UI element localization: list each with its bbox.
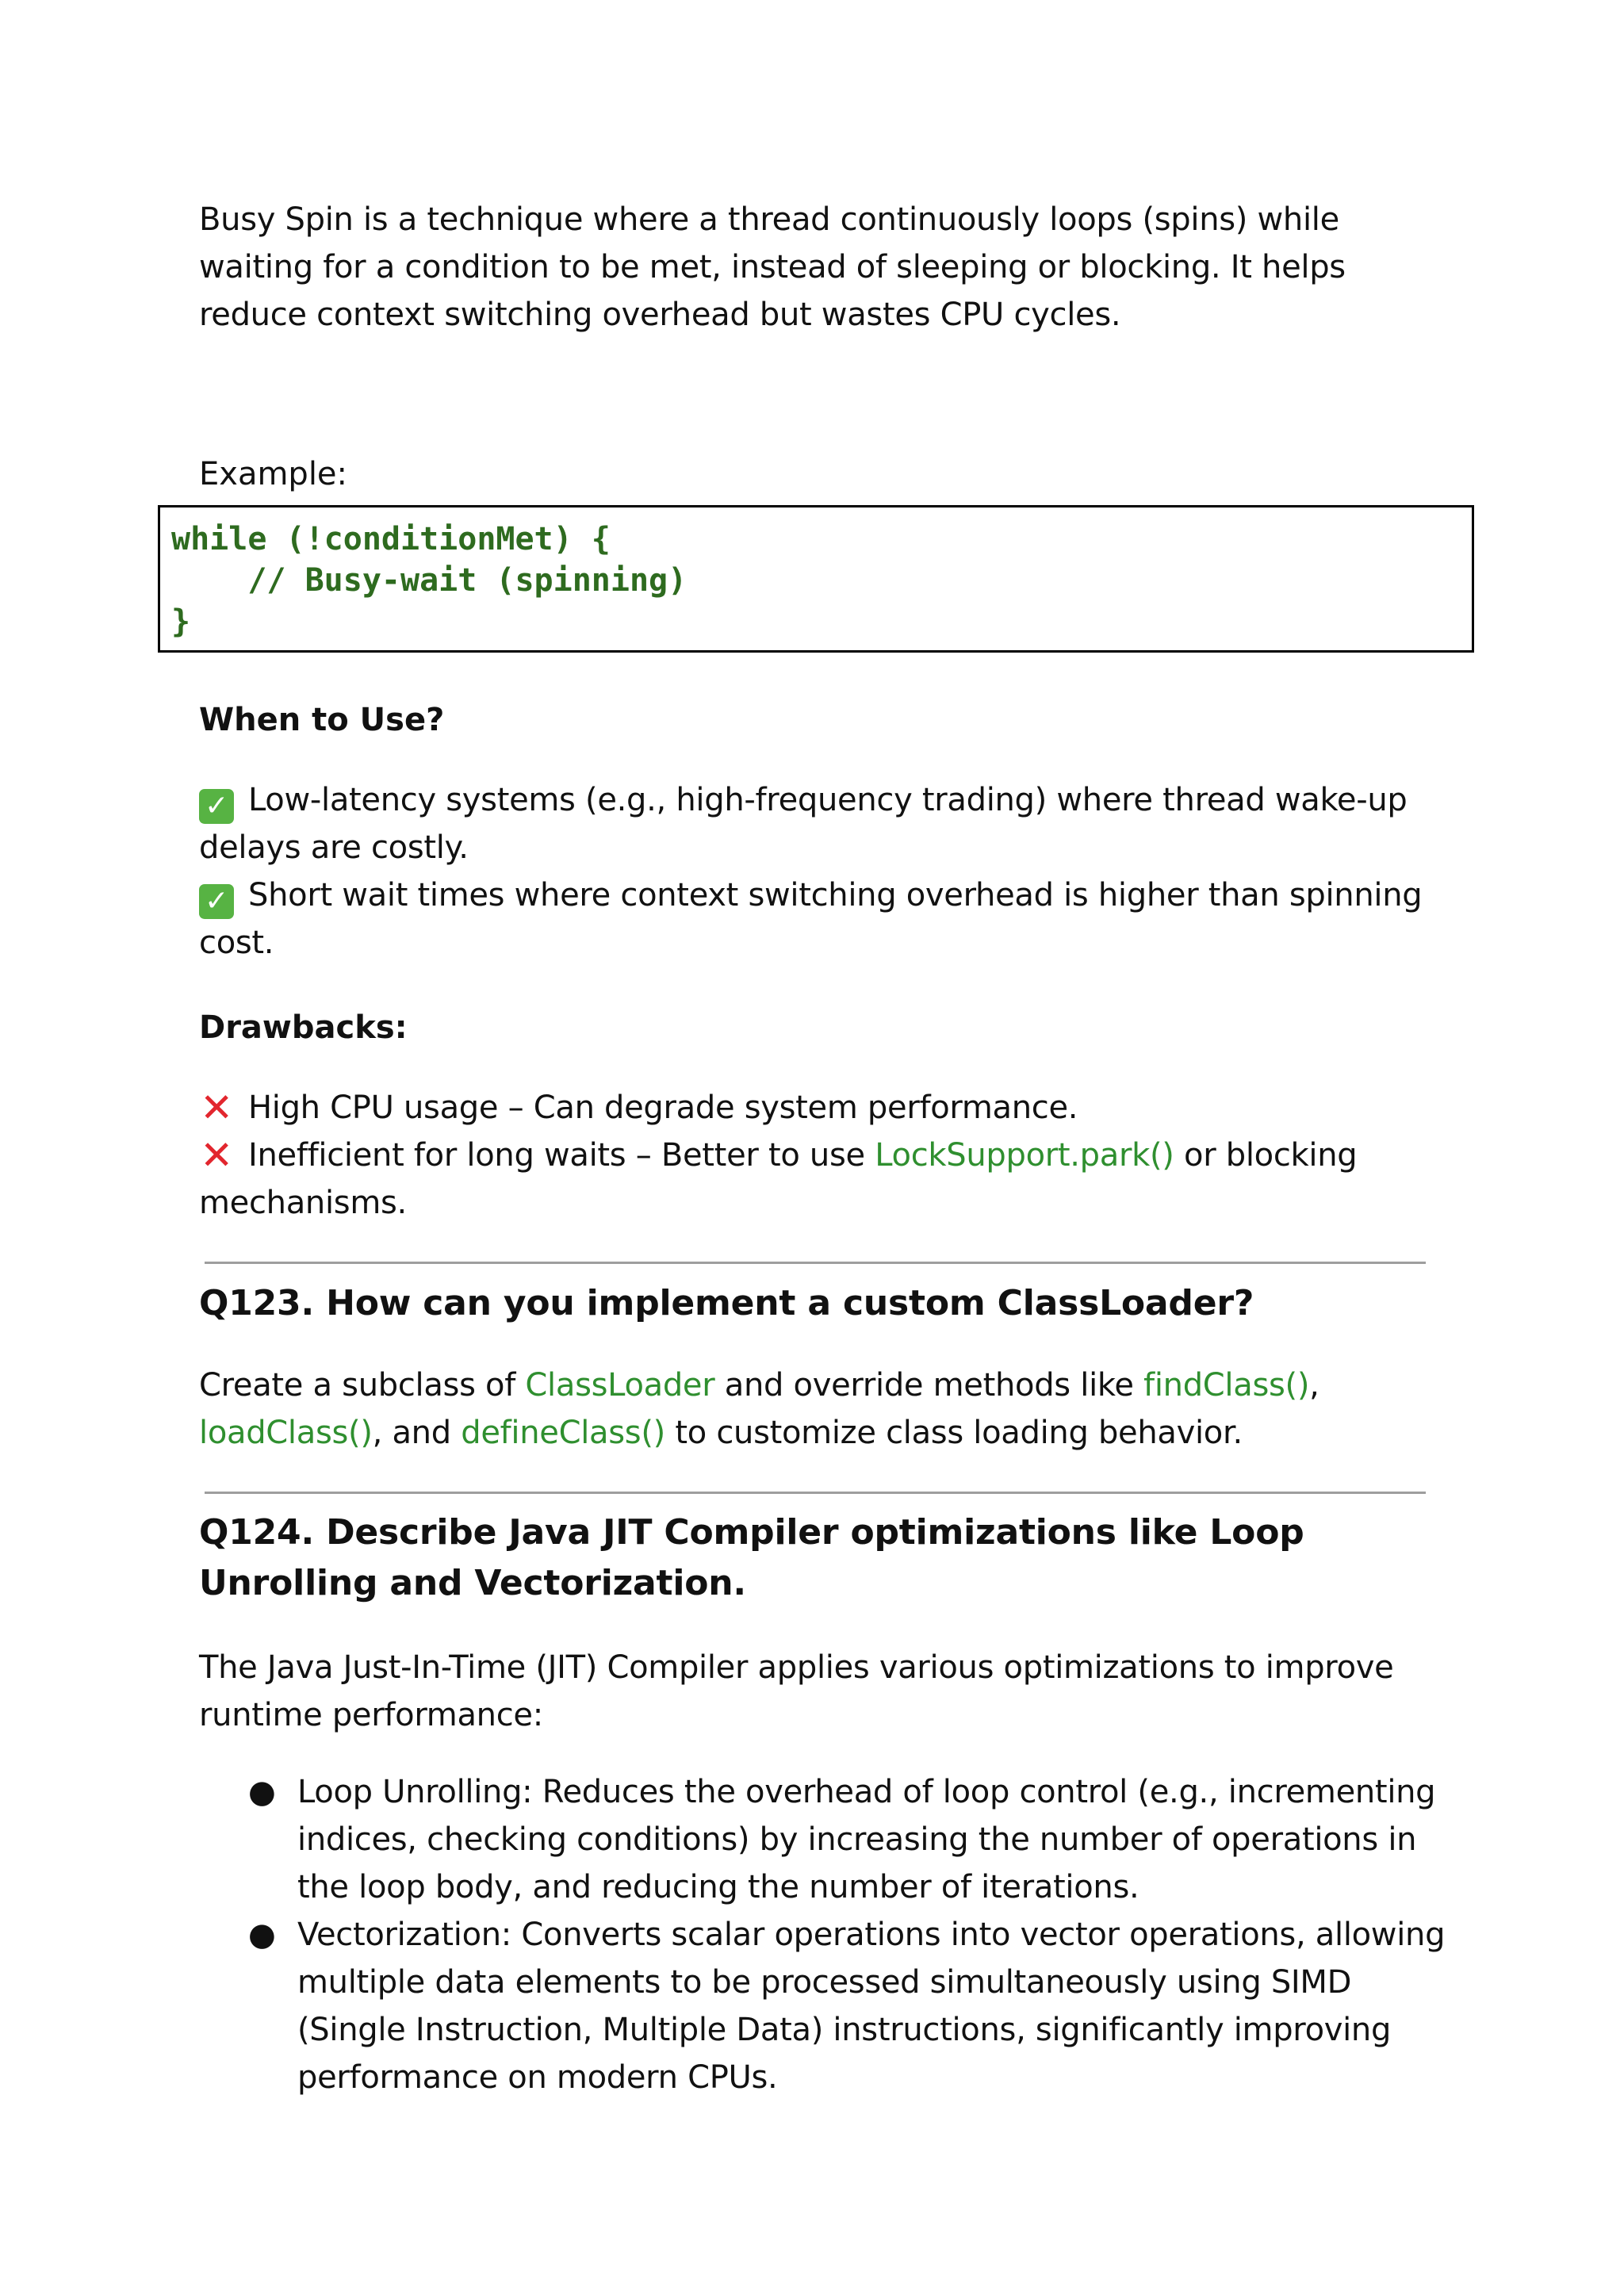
when-to-use-item-text: Short wait times where context switching overhead is higher than spinning cost.	[199, 877, 1423, 961]
q123-title: Q123. How can you implement a custom ClassLoader?	[199, 1283, 1254, 1323]
code-line: while (!conditionMet) {	[171, 521, 611, 557]
code-line: }	[171, 603, 191, 640]
cross-mark-icon: ✕	[200, 1085, 233, 1131]
q124-title: Q124. Describe Java JIT Compiler optimizations like Loop Unrolling and Vectorization.	[199, 1512, 1304, 1603]
list-item-text: Vectorization: Converts scalar operations into vector operations, allowing multiple data elements to be processed simultaneously using SIMD (Single Instruction, Multiple Data) instructions, significantly improving performance on modern CPUs.	[297, 1917, 1446, 2096]
drawback-item	[199, 1132, 1436, 1227]
bullet-icon: ●	[248, 1774, 276, 1810]
drawback-item-text: High CPU usage – Can degrade system performance.	[248, 1090, 1078, 1126]
drawback-item-text: or blocking mechanisms.	[199, 1137, 1358, 1221]
list-item	[199, 1911, 1452, 2101]
cross-mark-icon: ✕	[200, 1132, 233, 1178]
example-label: Example:	[199, 456, 348, 492]
intro-paragraph: Busy Spin is a technique where a thread continuously loops (spins) while waiting for a condition to be met, instead of sleeping or blocking. It helps reduce context switching overhead but wastes CPU cycles.	[199, 201, 1346, 333]
when-to-use-item	[199, 871, 1436, 967]
text-run: Create a subclass of	[199, 1367, 526, 1404]
when-to-use-item-text: Low-latency systems (e.g., high-frequency trading) where thread wake-up delays are costly.	[199, 782, 1408, 866]
drawback-item	[199, 1084, 1436, 1132]
list-item-text: Loop Unrolling: Reduces the overhead of loop control (e.g., incrementing indices, checking conditions) by increasing the number of operations in the loop body, and reducing the number of iterations.	[297, 1774, 1436, 1905]
q123-answer	[199, 1361, 1436, 1457]
inline-code: findClass()	[1143, 1367, 1310, 1404]
inline-code: ClassLoader	[525, 1367, 715, 1404]
inline-code: LockSupport.park()	[875, 1137, 1174, 1174]
code-line: // Busy-wait (spinning)	[171, 562, 688, 599]
section-divider	[205, 1262, 1426, 1264]
q124-intro: The Java Just-In-Time (JIT) Compiler applies various optimizations to improve runtime performance:	[199, 1649, 1394, 1733]
optimization-list	[199, 1768, 1452, 2101]
drawback-item-text: Inefficient for long waits – Better to use	[248, 1137, 875, 1174]
section-divider	[205, 1492, 1426, 1494]
text-run: and override methods like	[714, 1367, 1144, 1404]
bullet-icon: ●	[248, 1917, 276, 1953]
drawbacks-heading: Drawbacks:	[199, 1009, 408, 1046]
text-run: to customize class loading behavior.	[665, 1415, 1243, 1451]
when-to-use-item	[199, 776, 1436, 871]
code-block	[158, 505, 1474, 653]
list-item	[199, 1768, 1452, 1911]
check-mark-icon: ✓	[199, 789, 234, 824]
text-run: ,	[1309, 1367, 1320, 1404]
check-mark-icon: ✓	[199, 884, 234, 919]
inline-code: loadClass()	[199, 1415, 373, 1451]
when-to-use-heading: When to Use?	[199, 702, 445, 738]
text-run: , and	[372, 1415, 462, 1451]
inline-code: defineClass()	[461, 1415, 665, 1451]
